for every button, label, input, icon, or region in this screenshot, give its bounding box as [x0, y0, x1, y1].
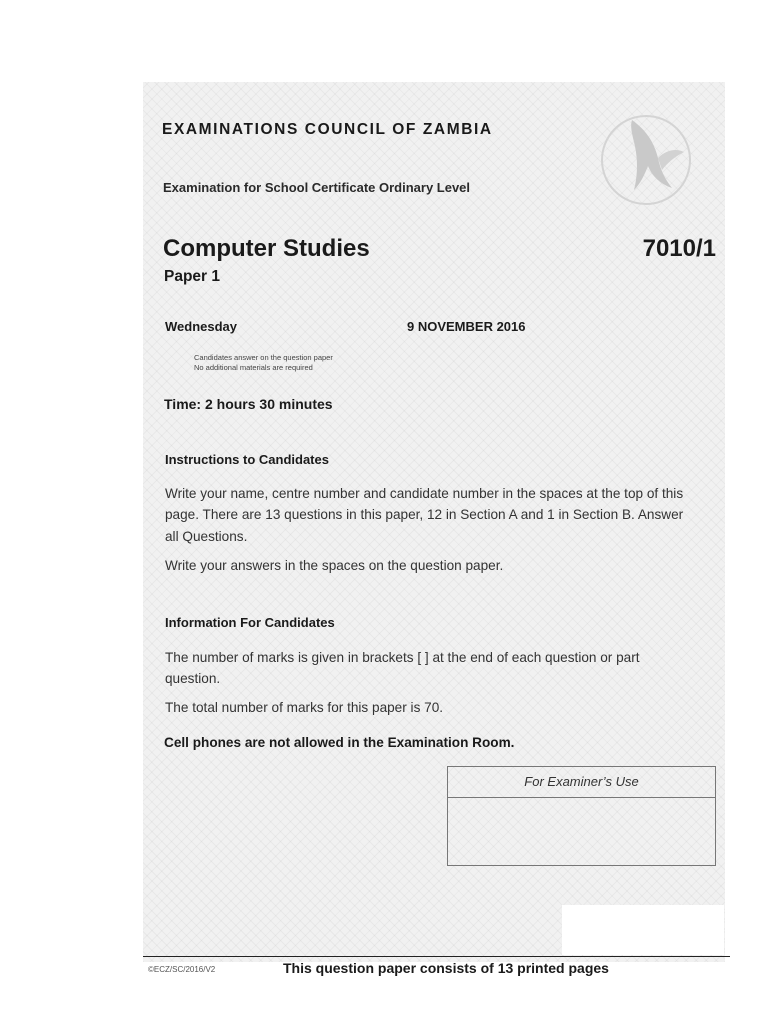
exam-level: Examination for School Certificate Ordinary Level — [163, 180, 471, 195]
cell-phone-warning: Cell phones are not allowed in the Examination Room. — [164, 735, 515, 750]
paper-number: Paper 1 — [164, 268, 221, 285]
instructions-heading: Instructions to Candidates — [165, 452, 329, 467]
instructions-line-3: all Questions. — [165, 529, 248, 544]
materials-note-line-2: No additional materials are required — [194, 363, 313, 372]
materials-note-line-1: Candidates answer on the question paper — [194, 353, 333, 362]
footer-rule — [143, 956, 730, 957]
subject-title: Computer Studies — [163, 235, 370, 262]
exam-day: Wednesday — [165, 319, 238, 334]
information-line-2: question. — [165, 671, 221, 686]
information-heading: Information For Candidates — [165, 615, 335, 630]
paper-code: 7010/1 — [642, 235, 716, 262]
eagle-crest-icon — [588, 112, 700, 208]
blank-patch — [562, 905, 724, 955]
exam-duration: Time: 2 hours 30 minutes — [164, 396, 333, 412]
information-line-1: The number of marks is given in brackets [ ] at the end of each question or part — [165, 650, 640, 665]
exam-date: 9 NOVEMBER 2016 — [407, 319, 526, 334]
examiner-use-heading: For Examiner’s Use — [448, 767, 715, 798]
instructions-line-2: page. There are 13 questions in this paper, 12 in Section A and 1 in Section B. Answer — [165, 507, 684, 522]
examiner-use-box — [447, 766, 716, 866]
council-title: EXAMINATIONS COUNCIL OF ZAMBIA — [162, 121, 493, 138]
instructions-line-4: Write your answers in the spaces on the question paper. — [165, 558, 504, 573]
footer-copyright-code: ©ECZ/SC/2016/V2 — [148, 965, 216, 974]
information-line-3: The total number of marks for this paper is 70. — [165, 700, 444, 715]
instructions-line-1: Write your name, centre number and candidate number in the spaces at the top of this — [165, 486, 684, 501]
footer-page-count: This question paper consists of 13 printed pages — [283, 960, 609, 976]
